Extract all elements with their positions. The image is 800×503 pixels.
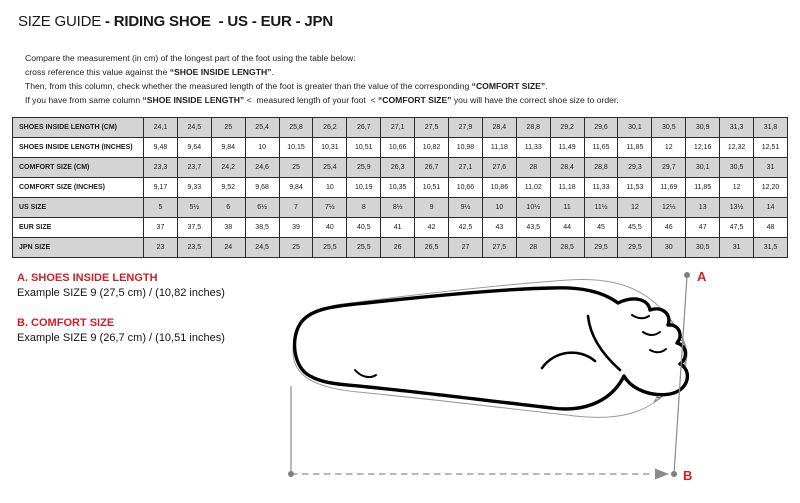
size-cell: 28,4 <box>482 118 516 138</box>
table-row <box>13 178 788 198</box>
size-cell: 8½ <box>381 198 415 218</box>
size-cell: 13½ <box>720 198 754 218</box>
note-a-heading: A. SHOES INSIDE LENGTH <box>17 272 158 284</box>
size-cell: 43 <box>482 218 516 238</box>
page-title-regular: SIZE GUIDE <box>18 13 105 30</box>
diagram-label-a: A <box>697 269 707 284</box>
size-cell: 14 <box>754 198 788 218</box>
size-cell: 29,5 <box>584 238 618 258</box>
foot-outline <box>295 288 688 409</box>
size-cell: 25,4 <box>245 118 279 138</box>
size-cell: 25,5 <box>347 238 381 258</box>
heel-dot <box>288 471 294 477</box>
size-cell: 7 <box>279 198 313 218</box>
size-cell: 46 <box>652 218 686 238</box>
size-cell: 12,16 <box>686 138 720 158</box>
note-b-example: Example SIZE 9 (26,7 cm) / (10,51 inches) <box>17 332 225 344</box>
size-cell: 38 <box>211 218 245 238</box>
size-cell: 28,8 <box>584 158 618 178</box>
size-cell: 9,33 <box>177 178 211 198</box>
size-cell: 40 <box>313 218 347 238</box>
size-cell: 26,7 <box>347 118 381 138</box>
foot-measurement-diagram <box>280 258 710 503</box>
size-cell: 12,32 <box>720 138 754 158</box>
table-row <box>13 118 788 138</box>
size-cell: 30,9 <box>686 118 720 138</box>
table-row <box>13 218 788 238</box>
instruction-line: cross reference this value against the “SHOE INSIDE LENGTH”. <box>25 67 274 77</box>
table-row <box>13 198 788 218</box>
size-cell: 24 <box>211 238 245 258</box>
size-cell: 12,20 <box>754 178 788 198</box>
size-cell: 10,66 <box>449 178 483 198</box>
legend-notes <box>17 272 225 345</box>
size-cell: 11,02 <box>516 178 550 198</box>
row-label: US SIZE <box>13 198 144 218</box>
size-cell: 10 <box>313 178 347 198</box>
size-cell: 25 <box>211 118 245 138</box>
page-title <box>18 13 333 30</box>
size-cell: 31 <box>720 238 754 258</box>
row-label: COMFORT SIZE (INCHES) <box>13 178 144 198</box>
size-cell: 10,66 <box>381 138 415 158</box>
size-cell: 11,85 <box>618 138 652 158</box>
size-cell: 5½ <box>177 198 211 218</box>
instruction-line: If you have from same column “SHOE INSIDE LENGTH” < measured length of your foot < “COMFORT SIZE” you will have the correct shoe size to order. <box>25 95 619 105</box>
size-cell: 9 <box>415 198 449 218</box>
size-cell: 24,1 <box>144 118 178 138</box>
size-cell: 27,6 <box>482 158 516 178</box>
size-cell: 11½ <box>584 198 618 218</box>
note-shoes-inside-length <box>17 272 225 300</box>
size-cell: 42,5 <box>449 218 483 238</box>
size-cell: 9½ <box>449 198 483 218</box>
size-cell: 28,4 <box>550 158 584 178</box>
size-cell: 26,7 <box>415 158 449 178</box>
row-label: EUR SIZE <box>13 218 144 238</box>
size-cell: 30,5 <box>652 118 686 138</box>
row-label: COMFORT SIZE (CM) <box>13 158 144 178</box>
size-cell: 6½ <box>245 198 279 218</box>
size-cell: 26 <box>381 238 415 258</box>
size-cell: 23,7 <box>177 158 211 178</box>
a-dot <box>684 272 690 278</box>
size-cell: 7½ <box>313 198 347 218</box>
size-cell: 28,5 <box>550 238 584 258</box>
size-cell: 24,6 <box>245 158 279 178</box>
note-a-example: Example SIZE 9 (27,5 cm) / (10,82 inches) <box>17 287 225 299</box>
size-cell: 26,5 <box>415 238 449 258</box>
size-cell: 11,49 <box>550 138 584 158</box>
size-cell: 23,5 <box>177 238 211 258</box>
size-cell: 25,5 <box>313 238 347 258</box>
size-cell: 29,2 <box>550 118 584 138</box>
size-cell: 40,5 <box>347 218 381 238</box>
size-cell: 31 <box>754 158 788 178</box>
table-row <box>13 158 788 178</box>
size-cell: 9,64 <box>177 138 211 158</box>
size-cell: 11,65 <box>584 138 618 158</box>
size-cell: 27 <box>449 238 483 258</box>
size-cell: 10,31 <box>313 138 347 158</box>
size-cell: 28 <box>516 158 550 178</box>
size-cell: 11,53 <box>618 178 652 198</box>
size-cell: 11,85 <box>686 178 720 198</box>
size-cell: 13 <box>686 198 720 218</box>
size-cell: 9,52 <box>211 178 245 198</box>
size-cell: 27,1 <box>381 118 415 138</box>
size-cell: 25,9 <box>347 158 381 178</box>
size-cell: 29,7 <box>652 158 686 178</box>
size-cell: 11,69 <box>652 178 686 198</box>
size-cell: 11,33 <box>584 178 618 198</box>
size-cell: 45 <box>584 218 618 238</box>
size-cell: 12½ <box>652 198 686 218</box>
size-cell: 31,3 <box>720 118 754 138</box>
size-cell: 23 <box>144 238 178 258</box>
note-comfort-size <box>17 317 225 345</box>
size-cell: 30 <box>652 238 686 258</box>
instruction-line: Compare the measurement (in cm) of the longest part of the foot using the table below: <box>25 53 356 63</box>
instruction-line: Then, from this column, check whether the measured length of the foot is greater than the value of the corresponding “COMFORT SIZE”. <box>25 81 548 91</box>
size-cell: 10 <box>482 198 516 218</box>
size-cell: 25 <box>279 238 313 258</box>
size-cell: 30,1 <box>686 158 720 178</box>
size-cell: 27,1 <box>449 158 483 178</box>
size-cell: 47,5 <box>720 218 754 238</box>
size-cell: 10 <box>245 138 279 158</box>
page-title-bold: - RIDING SHOE - US - EUR - JPN <box>104 13 333 30</box>
size-cell: 30,1 <box>618 118 652 138</box>
size-cell: 45,5 <box>618 218 652 238</box>
size-cell: 27,9 <box>449 118 483 138</box>
row-label: SHOES INSIDE LENGTH (CM) <box>13 118 144 138</box>
size-cell: 28,8 <box>516 118 550 138</box>
size-conversion-table <box>12 117 788 258</box>
size-cell: 12 <box>652 138 686 158</box>
size-cell: 48 <box>754 218 788 238</box>
size-cell: 30,5 <box>720 158 754 178</box>
size-cell: 9,17 <box>144 178 178 198</box>
arrowhead-icon <box>655 469 669 480</box>
size-cell: 12,51 <box>754 138 788 158</box>
note-b-heading: B. COMFORT SIZE <box>17 317 115 329</box>
size-cell: 26,3 <box>381 158 415 178</box>
size-cell: 30,5 <box>686 238 720 258</box>
row-label: JPN SIZE <box>13 238 144 258</box>
size-cell: 39 <box>279 218 313 238</box>
size-cell: 9,84 <box>279 178 313 198</box>
size-cell: 8 <box>347 198 381 218</box>
size-cell: 24,5 <box>177 118 211 138</box>
size-cell: 10,19 <box>347 178 381 198</box>
size-cell: 26,2 <box>313 118 347 138</box>
size-cell: 37 <box>144 218 178 238</box>
size-cell: 10½ <box>516 198 550 218</box>
instructions-text <box>25 51 619 107</box>
size-cell: 12 <box>618 198 652 218</box>
size-cell: 11 <box>550 198 584 218</box>
size-cell: 31,8 <box>754 118 788 138</box>
size-cell: 10,98 <box>449 138 483 158</box>
size-cell: 10,51 <box>415 178 449 198</box>
size-cell: 29,3 <box>618 158 652 178</box>
size-cell: 31,5 <box>754 238 788 258</box>
b-dot <box>671 471 677 477</box>
size-cell: 10,86 <box>482 178 516 198</box>
size-cell: 10,15 <box>279 138 313 158</box>
size-cell: 9,48 <box>144 138 178 158</box>
size-cell: 5 <box>144 198 178 218</box>
size-cell: 37,5 <box>177 218 211 238</box>
table-row <box>13 138 788 158</box>
size-cell: 42 <box>415 218 449 238</box>
size-cell: 9,84 <box>211 138 245 158</box>
size-cell: 11,33 <box>516 138 550 158</box>
size-cell: 6 <box>211 198 245 218</box>
size-cell: 29,5 <box>618 238 652 258</box>
diagram-label-b: B <box>683 468 693 483</box>
size-cell: 25 <box>279 158 313 178</box>
size-cell: 41 <box>381 218 415 238</box>
size-cell: 24,5 <box>245 238 279 258</box>
size-cell: 44 <box>550 218 584 238</box>
row-label: SHOES INSIDE LENGTH (INCHES) <box>13 138 144 158</box>
size-cell: 27,5 <box>415 118 449 138</box>
size-cell: 23,3 <box>144 158 178 178</box>
size-cell: 12 <box>720 178 754 198</box>
size-cell: 11,18 <box>550 178 584 198</box>
table-row <box>13 238 788 258</box>
size-cell: 9,68 <box>245 178 279 198</box>
size-cell: 11,18 <box>482 138 516 158</box>
size-cell: 24,2 <box>211 158 245 178</box>
size-cell: 25,8 <box>279 118 313 138</box>
size-cell: 47 <box>686 218 720 238</box>
size-cell: 10,51 <box>347 138 381 158</box>
size-cell: 10,82 <box>415 138 449 158</box>
size-cell: 28 <box>516 238 550 258</box>
size-cell: 25,4 <box>313 158 347 178</box>
size-cell: 29,6 <box>584 118 618 138</box>
size-cell: 43,5 <box>516 218 550 238</box>
size-cell: 38,5 <box>245 218 279 238</box>
size-cell: 27,5 <box>482 238 516 258</box>
size-cell: 10,35 <box>381 178 415 198</box>
